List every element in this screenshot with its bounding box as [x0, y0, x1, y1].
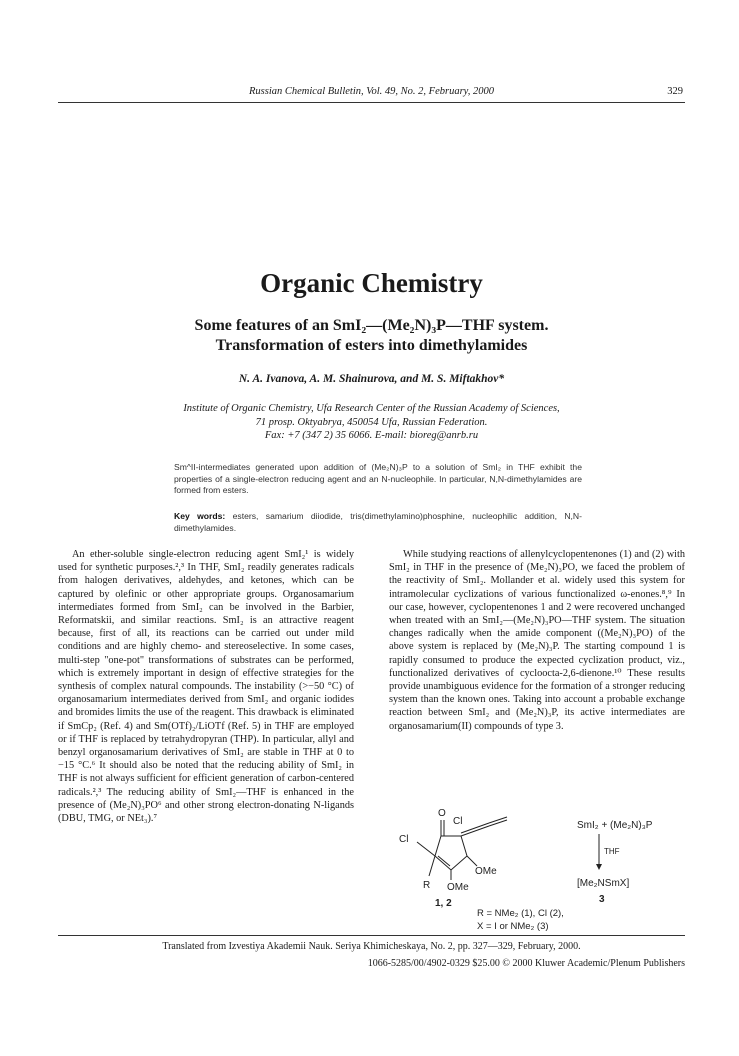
affiliation — [100, 402, 643, 443]
article-title — [58, 316, 685, 356]
section-title: Organic Chemistry — [260, 268, 483, 298]
affiliation-line-3: Fax: +7 (347 2) 35 6066. E-mail: bioreg@anrb.ru — [264, 430, 479, 441]
header-rule — [58, 102, 685, 103]
body-column-right — [389, 548, 685, 733]
legend-r: R = NMe₂ (1), Cl (2), — [477, 908, 564, 919]
arrow-label-thf: THF — [604, 847, 620, 856]
copyright-line: 1066-5285/00/4902-0329 $25.00 © 2000 Kluwer Academic/Plenum Publishers — [367, 958, 685, 969]
chloromethyl-bond — [417, 842, 435, 856]
allene-bond-3 — [489, 820, 507, 826]
keywords-label: Key words: — [174, 511, 226, 521]
cyclopentenone-ring — [435, 836, 467, 870]
allene-bond-4 — [489, 817, 507, 823]
reagent-smi2-p: SmI₂ + (Me₂N)₃P — [577, 820, 653, 831]
r-bond — [429, 856, 435, 876]
body-paragraph-left: An ether-soluble single-electron reducing agent SmI₂¹ is widely used for synthetic purposes.²,³ In THF, SmI₂ readily generates radicals from halogen derivatives, aldehydes, and ketones, which can be captured by olefinic or other appropriate groups. Organosamarium intermediates formed from SmI₂ can be involved in the Barbier, Reformatskii, and similar reactions. SmI₂ is an attractive reagent because, first of all, its reactions can be carried out under mild conditions and are highly chemo- and stereoselective. In some cases, multi-step "one-pot" transformations of substrates can be performed, which is extremely important in design of effective strategies for the synthesis of complex natural compounds. The instability (>−50 °C) of organosamarium intermediates derived from SmI₂ and organic iodides and bromides limits the use of the reagent. This drawback is eliminated if SmCp₂ (Ref. 4) and Sm(OTf)₂/LiOTf (Ref. 5) in THF are employed or if THF is replaced by tetrahydropyran (THP). In particular, allyl and benzyl organosamarium derivatives of SmI₂ are stable in THF at 0 to −15 °C.⁶ It should also be noted that the reducing ability of SmI₂ in THF is not always sufficient for efficient generation of carbon-centered radicals.²,³ The reducing ability of SmI₂—THF is enhanced in the presence of (Me₂N)₃PO⁶ and other strong electron-donating N-ligands (DBU, TMG, or NEt₃).⁷ — [58, 549, 354, 825]
body-column-left — [58, 548, 354, 825]
ome-bond — [467, 856, 477, 866]
keywords-text: esters, samarium diiodide, tris(dimethylamino)phosphine, nucleophilic addition, N,N-dimethylamides. — [174, 511, 583, 533]
reaction-arrow-head — [596, 864, 602, 870]
translation-note: Translated from Izvestiya Akademii Nauk. Seriya Khimicheskaya, No. 2, pp. 327—329, February, 2000. — [162, 941, 581, 952]
keywords — [174, 511, 582, 534]
page-number: 329 — [667, 86, 683, 97]
running-header: Russian Chemical Bulletin, Vol. 49, No. 2, February, 2000 — [249, 86, 494, 97]
atom-cl-top: Cl — [453, 816, 463, 827]
footer-rule — [58, 935, 685, 936]
article-title-line-2: Transformation of esters into dimethylamides — [215, 337, 528, 354]
label-ome-1: OMe — [475, 866, 497, 877]
label-r: R — [423, 880, 431, 891]
affiliation-line-1: Institute of Organic Chemistry, Ufa Research Center of the Russian Academy of Sciences, — [183, 403, 560, 414]
legend-x: X = I or NMe₂ (3) — [477, 921, 549, 932]
abstract: Sm^II-intermediates generated upon addition of (Me₂N)₃P to a solution of SmI₂ in THF exhibit the properties of a single-electron reducing agent and an N-nucleophile. In particular, N,N-dimethylamides are formed from esters. — [174, 462, 582, 495]
body-paragraph-right: While studying reactions of allenylcyclopentenones (1) and (2) with SmI₂ in THF in the presence of (Me₂N)₃PO, we faced the problem of the reactivity of SmI₂. Mollander et al. widely used this system for intramolecular cyclizations of various functionalized ω-enones.⁸,⁹ In our case, however, cyclopentenones 1 and 2 were recovered unchanged when treated with an SmI₂—(Me₂N)₃PO—THF system. The situation changes radically when the amide component ((Me₂N)₃PO) of the above system is replaced by (Me₂N)₃P. The starting compound 1 is rapidly consumed to produce the expected cyclization product, viz., functionalized derivatives of cycloocta-2,6-dienone.¹⁰ These results provide unambiguous evidence for the formation of a stronger reducing system than the known ones. Taking into account a probable exchange reaction between SmI₂ and (Me₂N)₃P, its active intermediates are organosamarium(II) compounds of type 3. — [389, 549, 685, 732]
article-title-line-1: Some features of an SmI₂—(Me₂N)₃P—THF system. — [194, 317, 549, 334]
reaction-scheme — [389, 798, 685, 948]
atom-o: O — [438, 808, 446, 819]
atom-cl-left: Cl — [399, 834, 409, 845]
compound-label-3: 3 — [599, 894, 605, 905]
affiliation-line-2: 71 prosp. Oktyabrya, 450054 Ufa, Russian Federation. — [255, 416, 488, 428]
label-ome-2: OMe — [447, 882, 469, 893]
compound-label-1-2: 1, 2 — [435, 898, 452, 909]
product-me2nsmx: [Me₂NSmX] — [577, 878, 630, 889]
author-list: N. A. Ivanova, A. M. Shainurova, and M. S. Miftakhov* — [238, 373, 505, 385]
